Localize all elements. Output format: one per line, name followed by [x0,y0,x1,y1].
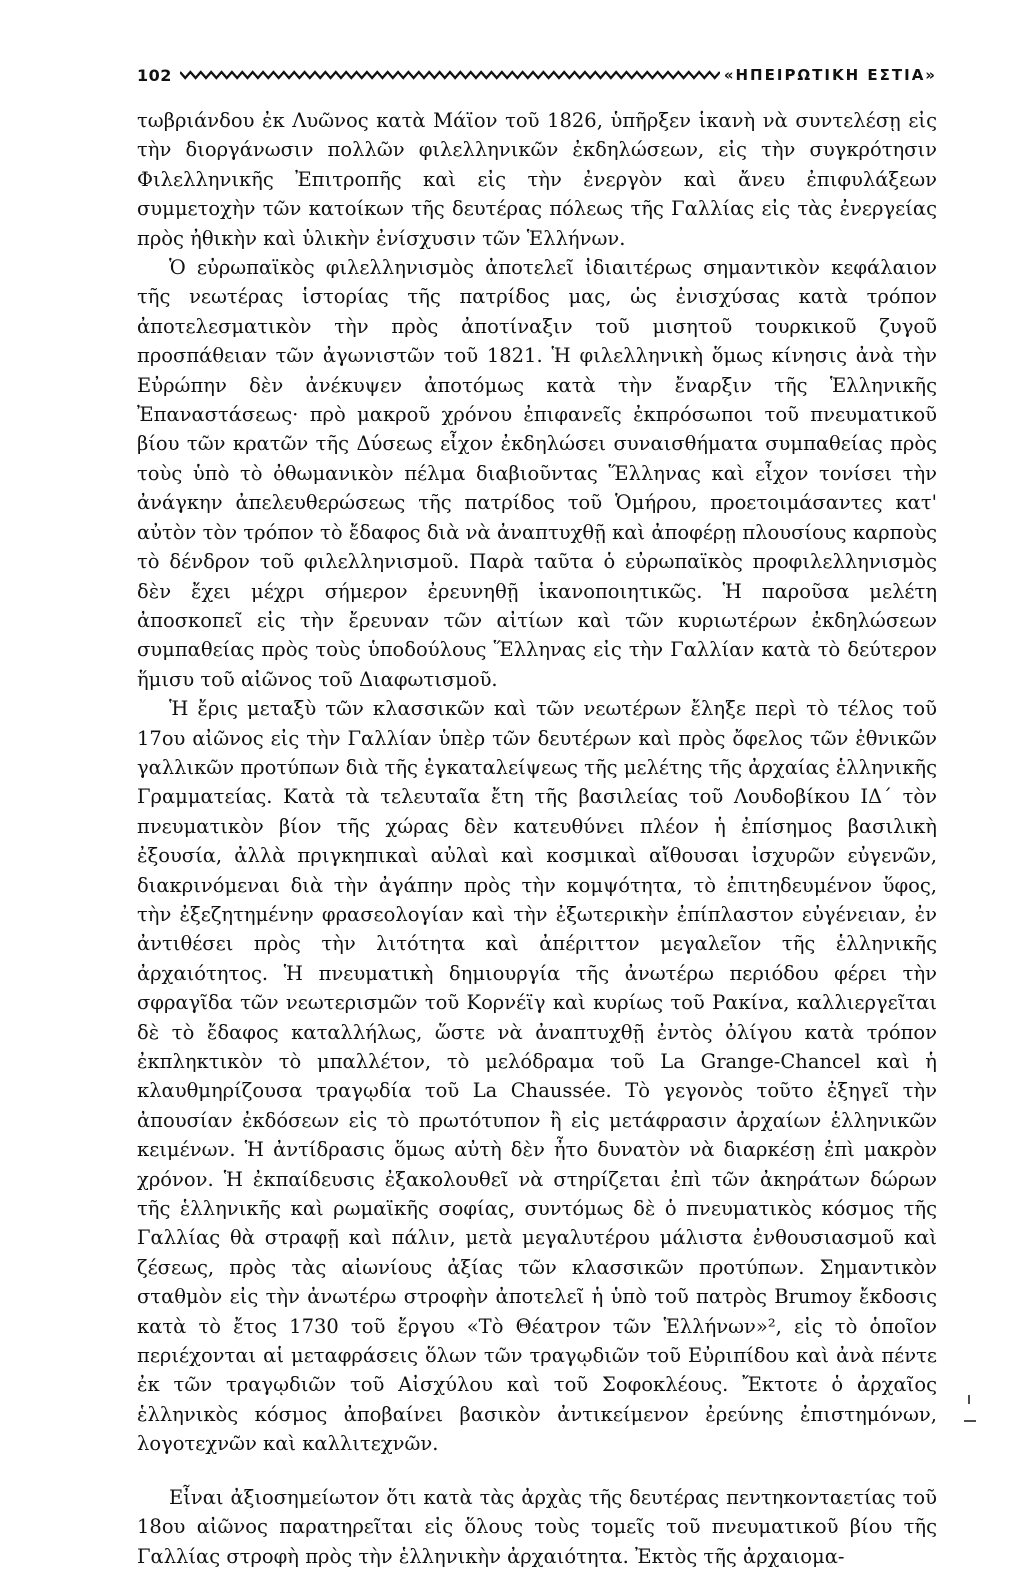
journal-title: «ΗΠΕΙΡΩΤΙΚΗ ΕΣΤΙΑ» [723,66,937,84]
paragraph-3: Ἡ ἔρις μεταξὺ τῶν κλασσικῶν καὶ τῶν νεωτέρων ἔληξε περὶ τὸ τέλος τοῦ 17ου αἰῶνος εἰς τὴν Γαλλίαν ὑπὲρ τῶν δευτέρων καὶ πρὸς ὄφελος τῶν ἐθνικῶν γαλλικῶν προτύπων διὰ τῆς ἐγκαταλείψεως τῆς μελέτης τῆς ἀρχαίας ἑλληνικῆς Γραμματείας. Κατὰ τὰ τελευταῖα ἔτη τῆς βασιλείας τοῦ Λουδοβίκου ΙΔ΄ τὸν πνευματικὸν βίον τῆς χώρας δὲν κατευθύνει πλέον ἡ ἐπίσημος βασιλικὴ ἐξουσία, ἀλλὰ πριγκηπικαὶ αὐλαὶ καὶ κοσμικαὶ αἴθουσαι ἰσχυρῶν εὐγενῶν, διακρινόμεναι διὰ τὴν ἀγάπην πρὸς τὴν κομψότητα, τὸ ἐπιτηδευμένον ὕφος, τὴν ἐξεζητημένην φρασεολογίαν καὶ τὴν ἐξωτερικὴν ἐπίπλαστον εὐγένειαν, ἐν ἀντιθέσει πρὸς τὴν λιτότητα καὶ ἀπέριττον μεγαλεῖον τῆς ἑλληνικῆς ἀρχαιότητος. Ἡ πνευματικὴ δημιουργία τῆς ἀνωτέρω περιόδου φέρει τὴν σφραγῖδα τῶν νεωτερισμῶν τοῦ Κορνέϊγ καὶ κυρίως τοῦ Ρακίνα, καλλιεργεῖται δὲ τὸ ἔδαφος καταλλήλως, ὥστε νὰ ἀναπτυχθῇ ἐντὸς ὀλίγου κατὰ τρόπον ἐκπληκτικὸν τὸ μπαλλέτον, τὸ μελόδραμα τοῦ La Grange-Chancel καὶ ἡ κλαυθμηρίζουσα τραγῳδία τοῦ La Chaussée. Τὸ γεγονὸς τοῦτο ἐξηγεῖ τὴν ἀπουσίαν ἐκδόσεων εἰς τὸ πρωτότυπον ἢ εἰς μετάφρασιν ἀρχαίων ἑλληνικῶν κειμένων. Ἡ ἀντίδρασις ὅμως αὐτὴ δὲν ἦτο δυνατὸν νὰ διαρκέσῃ ἐπὶ μακρὸν χρόνον. Ἡ ἐκπαίδευσις ἐξακολουθεῖ νὰ στηρίζεται ἐπὶ τῶν ἀκηράτων δώρων τῆς ἑλληνικῆς καὶ ρωμαϊκῆς σοφίας, συντόμως δὲ ὁ πνευματικὸς κόσμος τῆς Γαλλίας θὰ στραφῇ καὶ πάλιν, μετὰ μεγαλυτέρου μάλιστα ἐνθουσιασμοῦ καὶ ζέσεως, πρὸς τὰς αἰωνίους ἀξίας τῶν κλασσικῶν προτύπων. Σημαντικὸν σταθμὸν εἰς τὴν ἀνωτέρω στροφὴν ἀποτελεῖ ἡ ὑπὸ τοῦ πατρὸς Brumoy ἔκδοσις κατὰ τὸ ἔτος 1730 τοῦ ἔργου «Τὸ Θέατρον τῶν Ἑλλήνων»², εἰς τὸ ὁποῖον περιέχονται αἱ μεταφράσεις ὅλων τῶν τραγῳδιῶν τοῦ Εὐριπίδου καὶ ἀνὰ πέντε ἐκ τῶν τραγῳδιῶν τοῦ Αἰσχύλου καὶ τοῦ Σοφοκλέους. Ἔκτοτε ὁ ἀρχαῖος ἑλληνικὸς κόσμος ἀποβαίνει βασικὸν ἀντικείμενον ἐρεύνης ἐπιστημόνων, λογοτεχνῶν καὶ καλλιτεχνῶν. [137,697,937,1456]
page-number: 102 [137,65,172,85]
margin-tick-mark [962,1395,976,1423]
article-body [137,106,937,1571]
book-page [137,62,937,1571]
paragraph-1: τωβριάνδου ἐκ Λυῶνος κατὰ Μάϊον τοῦ 1826, ὑπῆρξεν ἱκανὴ νὰ συντελέσῃ εἰς τὴν διοργάνωσιν πολλῶν φιλελληνικῶν ἐκδηλώσεων, εἰς τὴν συγκρότησιν Φιλελληνικῆς Ἐπιτροπῆς καὶ εἰς τὴν ἐνεργὸν καὶ ἄνευ ἐπιφυλάξεων συμμετοχὴν τῶν κατοίκων τῆς δευτέρας πόλεως τῆς Γαλλίας εἰς τὰς ἐνεργείας πρὸς ἠθικὴν καὶ ὑλικὴν ἐνίσχυσιν τῶν Ἑλλήνων. [137,109,937,250]
running-header [137,62,937,88]
wavy-rule-ornament [180,69,720,81]
paragraph-2: Ὁ εὐρωπαϊκὸς φιλελληνισμὸς ἀποτελεῖ ἰδιαιτέρως σημαντικὸν κεφάλαιον τῆς νεωτέρας ἱστορίας τῆς πατρίδος μας, ὡς ἐνισχύσας κατὰ τρόπον ἀποτελεσματικὸν τὴν πρὸς ἀποτίναξιν τοῦ μισητοῦ τουρκικοῦ ζυγοῦ προσπάθειαν τῶν ἀγωνιστῶν τοῦ 1821. Ἡ φιλελληνικὴ ὅμως κίνησις ἀνὰ τὴν Εὐρώπην δὲν ἀνέκυψεν ἀποτόμως κατὰ τὴν ἔναρξιν τῆς Ἑλληνικῆς Ἐπαναστάσεως· πρὸ μακροῦ χρόνου ἐπιφανεῖς ἐκπρόσωποι τοῦ πνευματικοῦ βίου τῶν κρατῶν τῆς Δύσεως εἶχον ἐκδηλώσει συναισθήματα συμπαθείας πρὸς τοὺς ὑπὸ τὸ ὀθωμανικὸν πέλμα διαβιοῦντας Ἕλληνας καὶ εἶχον τονίσει τὴν ἀνάγκην ἀπελευθερώσεως τῆς πατρίδος τοῦ Ὁμήρου, προετοιμάσαντες κατ' αὐτὸν τὸν τρόπον τὸ ἔδαφος διὰ νὰ ἀναπτυχθῇ καὶ ἀποφέρῃ πλουσίους καρποὺς τὸ δένδρον τοῦ φιλελληνισμοῦ. Παρὰ ταῦτα ὁ εὐρωπαϊκὸς προφιλελληνισμὸς δὲν ἔχει μέχρι σήμερον ἐρευνηθῇ ἱκανοποιητικῶς. Ἡ παροῦσα μελέτη ἀποσκοπεῖ εἰς τὴν ἔρευναν τῶν αἰτίων καὶ τῶν κυριωτέρων ἐκδηλώσεων συμπαθείας πρὸς τοὺς ὑποδούλους Ἕλληνας εἰς τὴν Γαλλίαν κατὰ τὸ δεύτερον ἥμισυ τοῦ αἰῶνος τοῦ Διαφωτισμοῦ. [137,256,937,691]
paragraph-4: Εἶναι ἀξιοσημείωτον ὅτι κατὰ τὰς ἀρχὰς τῆς δευτέρας πεντηκονταετίας τοῦ 18ου αἰῶνος παρατηρεῖται εἰς ὅλους τοὺς τομεῖς τοῦ πνευματικοῦ βίου τῆς Γαλλίας στροφὴ πρὸς τὴν ἑλληνικὴν ἀρχαιότητα. Ἐκτὸς τῆς ἀρχαιομα- [137,1485,937,1568]
